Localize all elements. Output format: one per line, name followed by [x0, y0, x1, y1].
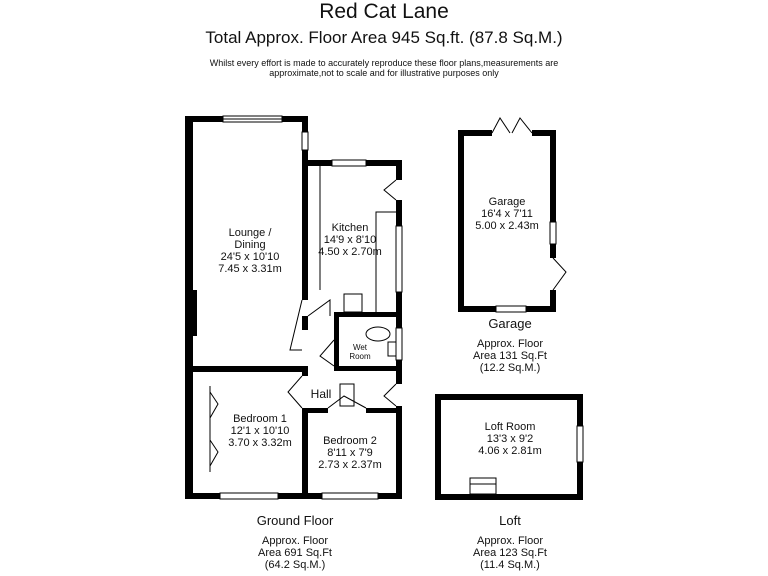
bedroom1-wardrobe-door-bottom	[210, 440, 218, 466]
bedroom1-wardrobe-door-top	[210, 392, 218, 418]
garage-side-window	[550, 222, 556, 244]
ground-top-wall-left	[185, 116, 223, 122]
kitchen-right-wall-low	[396, 292, 402, 328]
caption-garage-line3: (12.2 Sq.M.)	[479, 362, 541, 374]
loft-room-imperial: 13'3 x 9'2	[486, 433, 534, 445]
room-label-bedroom-2	[310, 435, 390, 471]
kitchen-right-wall-mid	[396, 200, 402, 226]
room-label-bedroom-1	[220, 413, 300, 449]
disclaimer-line-2: approximate,not to scale and for illustrative purposes only	[269, 68, 499, 78]
lounge-hall-door	[290, 300, 302, 350]
caption-garage-line2: Area 131 Sq.Ft	[473, 350, 547, 362]
kitchen-right-window	[396, 226, 402, 292]
loft-room-metric: 4.06 x 2.81m	[478, 445, 542, 457]
room-label-lounge-dining	[205, 227, 295, 275]
loft-window	[577, 426, 583, 462]
wc-bowl	[366, 327, 390, 341]
hall-bedroom2-wall	[308, 408, 328, 413]
garage-door-right-leaf	[512, 118, 532, 133]
wetroom-door	[320, 340, 334, 366]
plan-title: Red Cat Lane	[319, 0, 449, 23]
garage-bottom-wall-right	[526, 306, 556, 312]
loft-right-wall-top	[577, 394, 583, 426]
room-label-kitchen	[310, 222, 390, 258]
lounge-imperial: 24'5 x 10'10	[220, 251, 280, 263]
caption-garage-line1: Approx. Floor	[476, 338, 544, 350]
bedroom2-window	[322, 493, 378, 499]
room-label-garage	[467, 196, 547, 232]
loft-bottom-wall	[435, 494, 583, 500]
caption-ground-floor	[240, 515, 350, 571]
caption-ground-floor-line3: (64.2 Sq.M.)	[264, 559, 326, 571]
caption-ground-floor-heading: Ground Floor	[256, 513, 334, 528]
kitchen-metric: 4.50 x 2.70m	[318, 246, 382, 258]
caption-loft-heading: Loft	[499, 513, 521, 528]
caption-garage	[455, 318, 565, 374]
kitchen-hall-door	[308, 300, 330, 316]
bedroom1-metric: 3.70 x 3.32m	[228, 437, 292, 449]
lounge-kitchen-wall-top	[302, 116, 308, 132]
bedroom1-top-wall	[185, 366, 308, 372]
caption-loft-line3: (11.4 Sq.M.)	[480, 559, 540, 571]
lounge-side-window	[302, 132, 308, 150]
hall-bedroom2-wall-right	[366, 408, 402, 413]
loft-hatch	[470, 478, 496, 494]
bedroom1-door	[288, 376, 302, 408]
kitchen-top-window	[332, 160, 366, 166]
hall-cupboard	[340, 384, 354, 406]
wet-room-line2: Room	[349, 352, 371, 361]
hall-name: Hall	[310, 387, 332, 401]
garage-right-wall-mid	[550, 244, 556, 258]
garage-door-left-leaf	[492, 118, 510, 133]
kitchen-appliance	[344, 294, 362, 312]
wetroom-left-wall	[334, 312, 339, 368]
garage-side-door	[553, 258, 566, 290]
garage-right-wall-top	[550, 130, 556, 222]
caption-loft-line2: Area 123 Sq.Ft	[473, 547, 547, 559]
garage-name: Garage	[488, 196, 526, 208]
bedroom2-metric: 2.73 x 2.37m	[318, 459, 382, 471]
caption-ground-floor-line1: Approx. Floor	[261, 535, 329, 547]
lounge-name-line1: Lounge /	[228, 227, 272, 239]
bedroom1-window	[220, 493, 278, 499]
garage-metric: 5.00 x 2.43m	[475, 220, 539, 232]
caption-garage-heading: Garage	[488, 316, 532, 331]
wet-room-line1: Wet	[352, 343, 368, 352]
garage-bottom-wall-left	[458, 306, 496, 312]
lounge-hall-wall	[302, 316, 308, 330]
basin	[388, 342, 396, 356]
bedroom1-imperial: 12'1 x 10'10	[230, 425, 290, 437]
garage-left-wall	[458, 130, 464, 312]
caption-loft	[455, 515, 565, 571]
wetroom-top-wall	[336, 312, 402, 317]
bedroom2-imperial: 8'11 x 7'9	[327, 447, 373, 459]
room-label-hall	[306, 388, 336, 400]
total-area-subtitle: Total Approx. Floor Area 945 Sq.ft. (87.8 Sq.M.)	[205, 28, 563, 47]
wetroom-right-wall	[396, 360, 402, 384]
bedroom2-name: Bedroom 2	[323, 435, 377, 447]
bedroom1-hall-wall-low	[302, 408, 308, 499]
caption-ground-floor-line2: Area 691 Sq.Ft	[258, 547, 332, 559]
wetroom-bottom-wall	[334, 366, 402, 371]
lounge-kitchen-wall	[302, 150, 308, 300]
lounge-metric: 7.45 x 3.31m	[218, 263, 282, 275]
wetroom-window	[396, 328, 402, 360]
bedroom2-right-wall	[396, 406, 402, 499]
kitchen-imperial: 14'9 x 8'10	[323, 234, 377, 246]
disclaimer-line-1: Whilst every effort is made to accurately reproduce these floor plans,measurements are	[209, 58, 559, 68]
kitchen-right-wall-top	[396, 160, 402, 180]
kitchen-back-door	[384, 180, 396, 200]
lounge-left-bump	[185, 290, 197, 336]
loft-top-wall	[435, 394, 583, 400]
bedroom1-name: Bedroom 1	[233, 413, 287, 425]
garage-rear-window	[496, 306, 526, 312]
room-label-loft-room	[470, 421, 550, 457]
room-label-wet-room	[340, 343, 380, 361]
lounge-name-line2: Dining	[234, 239, 266, 251]
garage-imperial: 16'4 x 7'11	[481, 208, 533, 220]
loft-room-name: Loft Room	[484, 421, 536, 433]
caption-loft-line1: Approx. Floor	[476, 535, 544, 547]
loft-right-wall-low	[577, 462, 583, 500]
loft-left-wall	[435, 394, 441, 500]
kitchen-name: Kitchen	[331, 222, 369, 234]
hall-front-door	[384, 384, 396, 406]
